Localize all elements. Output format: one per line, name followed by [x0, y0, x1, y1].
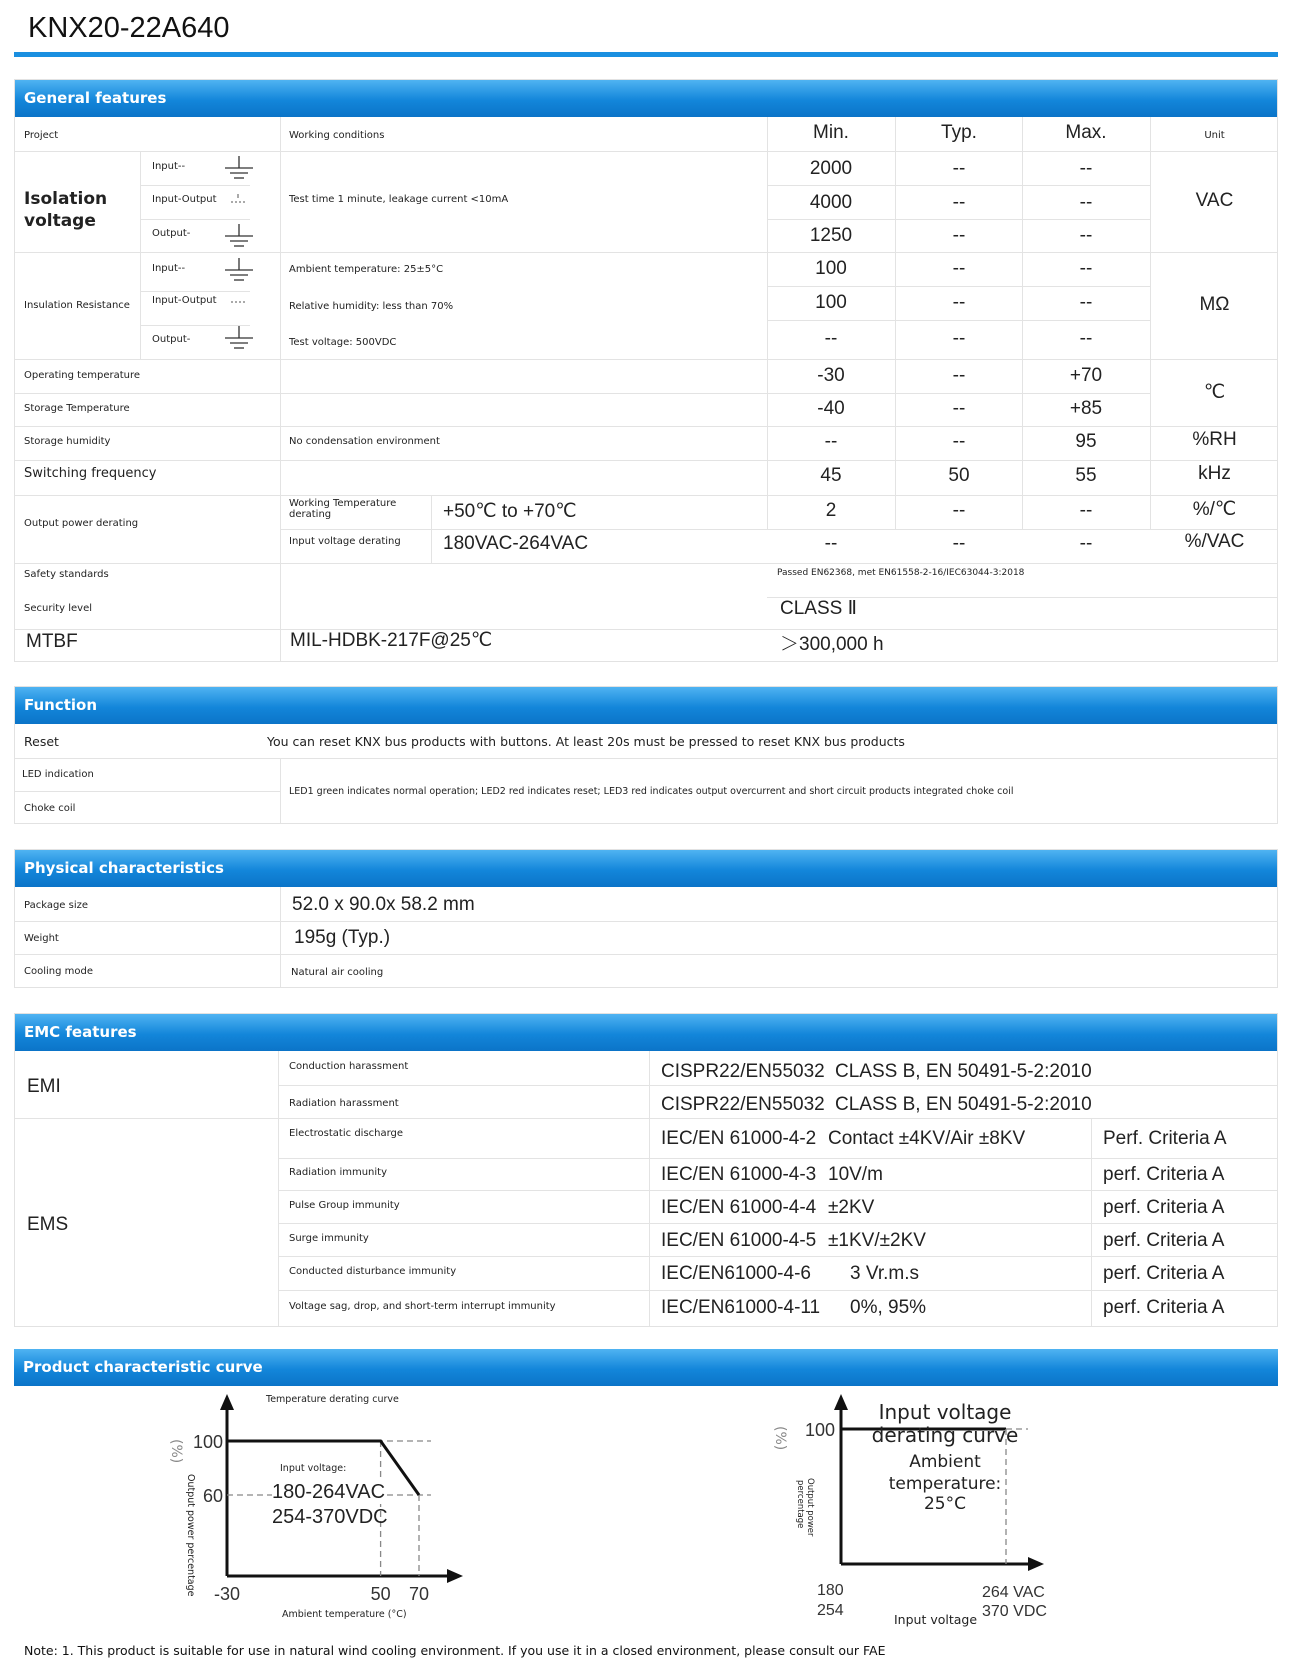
isolation-sub-1: Input-- — [152, 161, 186, 172]
hdr-max: Max. — [1065, 122, 1107, 143]
weight-label: Weight — [24, 933, 59, 944]
general-features-section — [14, 79, 1278, 662]
page-title: KNX20-22A640 — [28, 12, 230, 44]
reset-label: Reset — [24, 734, 59, 749]
temp-chart-xlabel: Ambient temperature (°C) — [282, 1609, 407, 1620]
derating-max-2: -- — [1079, 533, 1093, 554]
operating-typ: -- — [952, 365, 966, 386]
hdr-project: Project — [24, 130, 59, 141]
insulation-sub-2: Input-Output — [152, 295, 217, 306]
derating-unit-2: %/VAC — [1184, 531, 1245, 552]
temp-chart-ylabel: Output power percentage — [185, 1474, 196, 1597]
emc-heading: EMC features — [15, 1014, 1277, 1051]
isolation-dash-icon — [228, 192, 248, 206]
ems-level-5: 3 Vr.m.s — [850, 1263, 919, 1284]
ground-icon — [222, 154, 256, 182]
ground-icon — [222, 222, 256, 250]
x-axis-arrow — [447, 1569, 463, 1583]
ems-level-2: 10V/m — [828, 1164, 883, 1185]
choke-label: Choke coil — [24, 803, 76, 814]
humidity-condition: No condensation environment — [289, 436, 440, 447]
temp-chart-title: Temperature derating curve — [266, 1394, 399, 1405]
ems-level-1: Contact ±4KV/Air ±8KV — [828, 1128, 1026, 1149]
y-tick-label: 100 — [192, 1432, 223, 1452]
insulation-sub-3: Output- — [152, 334, 191, 345]
reset-text: You can reset KNX bus products with buttons. At least 20s must be pressed to reset KNX bus products — [267, 734, 905, 749]
mtbf-label: MTBF — [26, 631, 78, 652]
footer-note: Note: 1. This product is suitable for use in natural wind cooling environment. If you use it in a closed environment, please consult our FAE — [24, 1643, 886, 1658]
function-heading: Function — [15, 687, 1277, 724]
derating-cond-1: Working Temperature derating — [289, 498, 397, 520]
mtbf-value: ＞300,000 h — [780, 634, 884, 655]
ems-standard-1: IEC/EN 61000-4-2 — [661, 1128, 817, 1149]
temp-chart-input-line1: 180-264VAC — [272, 1481, 386, 1503]
derating-value-2: 180VAC-264VAC — [443, 533, 589, 554]
emi-label: EMI — [27, 1076, 61, 1097]
temp-chart-input-line2: 254-370VDC — [272, 1506, 388, 1528]
volt-chart-title-2: derating curve — [871, 1423, 1019, 1447]
switching-min: 45 — [820, 465, 842, 486]
x-tick-label: 70 — [408, 1584, 430, 1604]
insulation-min-2: 100 — [815, 292, 847, 313]
emi-standard-1: CISPR22/EN55032 — [661, 1061, 825, 1082]
insulation-unit: MΩ — [1199, 294, 1230, 315]
package-size-label: Package size — [24, 900, 89, 911]
ems-item-4: Surge immunity — [289, 1233, 369, 1244]
volt-chart-ylabel-1: Output power — [805, 1478, 815, 1537]
temperature-unit: ℃ — [1203, 382, 1226, 403]
insulation-sub-1: Input-- — [152, 263, 186, 274]
operating-min: -30 — [817, 365, 845, 386]
ems-standard-3: IEC/EN 61000-4-4 — [661, 1197, 817, 1218]
volt-chart-x-left-1: 180 — [817, 1582, 844, 1599]
y-tick-label: 100 — [804, 1420, 835, 1440]
title-underline — [14, 52, 1278, 57]
general-features-heading: General features — [15, 80, 1277, 117]
emi-standard-2: CISPR22/EN55032 — [661, 1094, 825, 1115]
storage-temp-min: -40 — [817, 398, 845, 419]
ems-standard-5: IEC/EN61000-4-6 — [661, 1263, 811, 1284]
ems-item-1: Electrostatic discharge — [289, 1128, 404, 1139]
ems-item-3: Pulse Group immunity — [289, 1200, 400, 1211]
emc-section — [14, 1013, 1278, 1327]
insulation-max-2: -- — [1079, 292, 1093, 313]
led-text: LED1 green indicates normal operation; LED2 red indicates reset; LED3 red indicates output overcurrent and short circuit products integrated choke coil — [289, 786, 1014, 797]
emi-level-2: CLASS B, EN 50491-5-2:2010 — [835, 1094, 1092, 1115]
humidity-max: 95 — [1075, 431, 1097, 452]
ground-icon — [222, 256, 256, 284]
safety-label: Safety standards — [24, 569, 109, 580]
isolation-max-1: -- — [1079, 158, 1093, 179]
isolation-condition: Test time 1 minute, leakage current <10mA — [289, 194, 509, 205]
isolation-max-2: -- — [1079, 192, 1093, 213]
mtbf-condition: MIL-HDBK-217F@25℃ — [290, 630, 493, 651]
humidity-label: Storage humidity — [24, 436, 111, 447]
physical-section — [14, 849, 1278, 988]
insulation-cond-3: Test voltage: 500VDC — [289, 337, 397, 348]
switching-max: 55 — [1075, 465, 1097, 486]
y-axis-arrow — [220, 1394, 234, 1410]
ems-item-5: Conducted disturbance immunity — [289, 1266, 457, 1277]
volt-chart-yunit: (%) — [772, 1426, 788, 1451]
switching-label: Switching frequency — [24, 466, 157, 481]
derating-max-1: -- — [1079, 500, 1093, 521]
ems-level-3: ±2KV — [828, 1197, 875, 1218]
isolation-typ-1: -- — [952, 158, 966, 179]
curve-charts — [14, 1386, 1278, 1641]
isolation-typ-2: -- — [952, 192, 966, 213]
package-size-value: 52.0 x 90.0x 58.2 mm — [292, 894, 475, 915]
ems-item-6: Voltage sag, drop, and short-term interrupt immunity — [289, 1301, 556, 1312]
insulation-typ-1: -- — [952, 258, 966, 279]
insulation-label: Insulation Resistance — [24, 300, 130, 311]
ems-level-6: 0%, 95% — [850, 1297, 927, 1318]
isolation-min-2: 4000 — [809, 192, 853, 213]
humidity-unit: %RH — [1192, 429, 1237, 450]
y-axis-arrow — [834, 1394, 848, 1410]
volt-chart-title-1: Input voltage — [878, 1400, 1012, 1424]
insulation-cond-2: Relative humidity: less than 70% — [289, 301, 454, 312]
humidity-typ: -- — [952, 431, 966, 452]
insulation-min-1: 100 — [815, 258, 847, 279]
isolation-sub-3: Output- — [152, 228, 191, 239]
ems-standard-6: IEC/EN61000-4-11 — [661, 1297, 821, 1318]
derating-label: Output power derating — [24, 518, 139, 529]
ems-criteria-1: Perf. Criteria A — [1103, 1128, 1227, 1149]
cooling-value: Natural air cooling — [291, 967, 384, 978]
derating-min-1: 2 — [825, 500, 837, 521]
insulation-min-3: -- — [824, 328, 838, 349]
ems-criteria-5: perf. Criteria A — [1103, 1263, 1225, 1284]
ems-label: EMS — [27, 1214, 69, 1235]
hdr-conditions: Working conditions — [289, 130, 385, 141]
storage-temp-max: +85 — [1069, 398, 1103, 419]
derating-typ-1: -- — [952, 500, 966, 521]
humidity-min: -- — [824, 431, 838, 452]
ems-criteria-6: perf. Criteria A — [1103, 1297, 1225, 1318]
isolation-sub-2: Input-Output — [152, 194, 217, 205]
ems-criteria-3: perf. Criteria A — [1103, 1197, 1225, 1218]
isolation-label: Isolation voltage — [24, 189, 108, 231]
physical-heading: Physical characteristics — [15, 850, 1277, 887]
insulation-max-3: -- — [1079, 328, 1093, 349]
weight-value: 195g (Typ.) — [294, 927, 391, 948]
emi-item-1: Conduction harassment — [289, 1061, 409, 1072]
hdr-min: Min. — [813, 122, 849, 143]
security-label: Security level — [24, 603, 93, 614]
insulation-max-1: -- — [1079, 258, 1093, 279]
derating-value-1: +50℃ to +70℃ — [443, 501, 577, 522]
isolation-dash-icon — [228, 294, 248, 308]
derating-unit-1: %/℃ — [1192, 499, 1237, 520]
function-section — [14, 686, 1278, 824]
ems-standard-2: IEC/EN 61000-4-3 — [661, 1164, 817, 1185]
isolation-unit: VAC — [1195, 190, 1234, 211]
x-tick-label: -30 — [213, 1584, 241, 1604]
storage-temp-typ: -- — [952, 398, 966, 419]
volt-chart-x-left-2: 254 — [817, 1602, 844, 1619]
volt-chart-xlabel: Input voltage — [894, 1612, 978, 1627]
ems-criteria-2: perf. Criteria A — [1103, 1164, 1225, 1185]
cooling-label: Cooling mode — [24, 966, 93, 977]
isolation-min-3: 1250 — [809, 225, 853, 246]
ground-icon — [222, 324, 256, 352]
emi-level-1: CLASS B, EN 50491-5-2:2010 — [835, 1061, 1092, 1082]
security-value: CLASS Ⅱ — [780, 598, 857, 619]
isolation-max-3: -- — [1079, 225, 1093, 246]
x-axis-arrow — [1028, 1557, 1044, 1571]
derating-typ-2: -- — [952, 533, 966, 554]
ems-criteria-4: perf. Criteria A — [1103, 1230, 1225, 1251]
insulation-typ-2: -- — [952, 292, 966, 313]
ems-level-4: ±1KV/±2KV — [828, 1230, 926, 1251]
isolation-min-1: 2000 — [809, 158, 853, 179]
x-tick-label: 50 — [370, 1584, 391, 1604]
derating-min-2: -- — [824, 533, 838, 554]
temp-chart-yunit: (%) — [168, 1439, 184, 1464]
hdr-typ: Typ. — [941, 122, 977, 143]
hdr-unit: Unit — [1204, 130, 1225, 141]
isolation-typ-3: -- — [952, 225, 966, 246]
switching-unit: kHz — [1198, 463, 1231, 484]
volt-chart-sub-3: 25°C — [923, 1494, 966, 1514]
volt-chart-sub-1: Ambient — [909, 1452, 981, 1472]
volt-chart-x-right-1: 264 VAC — [982, 1584, 1045, 1601]
volt-chart-sub-2: temperature: — [888, 1474, 1002, 1494]
volt-chart-ylabel-2: percentage — [795, 1480, 805, 1529]
volt-chart-x-right-2: 370 VDC — [982, 1603, 1047, 1620]
ems-item-2: Radiation immunity — [289, 1167, 387, 1178]
temp-chart-input-label: Input voltage: — [280, 1463, 347, 1474]
curve-heading: Product characteristic curve — [14, 1349, 1278, 1386]
emi-item-2: Radiation harassment — [289, 1098, 399, 1109]
storage-temp-label: Storage Temperature — [24, 403, 130, 414]
operating-temp-label: Operating temperature — [24, 370, 141, 381]
y-tick-label: 60 — [202, 1486, 223, 1506]
derating-cond-2: Input voltage derating — [289, 536, 401, 547]
curve-section — [14, 1349, 1278, 1386]
switching-typ: 50 — [948, 465, 970, 486]
ems-standard-4: IEC/EN 61000-4-5 — [661, 1230, 817, 1251]
led-label: LED indication — [22, 769, 94, 780]
safety-value: Passed EN62368, met EN61558-2-16/IEC63044-3:2018 — [777, 568, 1025, 578]
operating-max: +70 — [1069, 365, 1103, 386]
insulation-cond-1: Ambient temperature: 25±5°C — [289, 264, 444, 275]
insulation-typ-3: -- — [952, 328, 966, 349]
